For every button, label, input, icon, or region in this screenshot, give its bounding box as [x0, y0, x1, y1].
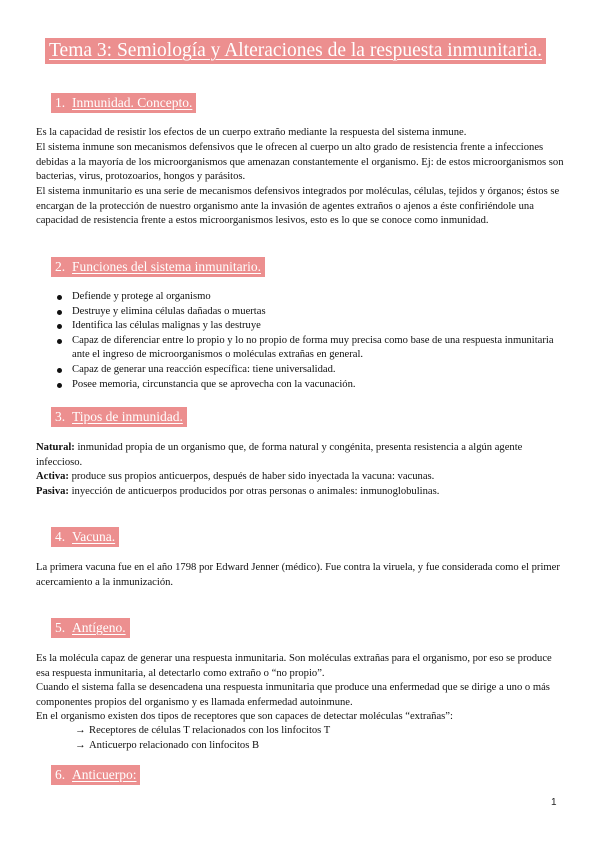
section-heading-antigeno	[51, 618, 130, 638]
section-title: Antígeno.	[72, 620, 126, 635]
section-number: 1.	[55, 95, 66, 110]
immunity-type-activa	[36, 470, 566, 485]
section-title: Anticuerpo:	[72, 767, 137, 782]
section-heading-tipos	[51, 407, 187, 427]
section-number: 5.	[55, 620, 66, 635]
paragraph: Es la capacidad de resistir los efectos de un cuerpo extraño mediante la respuesta del sistema inmune.	[36, 127, 467, 138]
type-text: inyección de anticuerpos producidos por otras personas o animales: inmunoglobulinas.	[68, 486, 440, 497]
type-label: Activa:	[36, 471, 69, 482]
section-heading-inmunidad	[51, 93, 196, 113]
list-item: Posee memoria, circunstancia que se aprovecha con la vacunación.	[36, 378, 556, 393]
section-heading-vacuna	[51, 527, 119, 547]
arrow-right-icon: →	[75, 740, 86, 751]
paragraph: La primera vacuna fue en el año 1798 por Edward Jenner (médico). Fue contra la viruela, y fue considerada como el primer acercamiento a la inmunización.	[36, 562, 560, 588]
section-title: Tipos de inmunidad.	[72, 409, 183, 424]
list-item: Destruye y elimina células dañadas o muertas	[36, 305, 556, 320]
type-text: inmunidad propia de un organismo que, de forma natural y congénita, presenta resistencia a algún agente infeccioso.	[36, 442, 523, 468]
receptor-item	[75, 724, 330, 739]
section-number: 6.	[55, 767, 66, 782]
receptor-text: Receptores de células T relacionados con los linfocitos T	[89, 725, 331, 736]
section-title: Funciones del sistema inmunitario.	[72, 259, 261, 274]
page-number: 1	[551, 797, 557, 808]
section-title: Vacuna.	[72, 529, 116, 544]
paragraph: En el organismo existen dos tipos de receptores que son capaces de detectar moléculas “extrañas”:	[36, 711, 453, 722]
type-label: Natural:	[36, 442, 75, 453]
list-item: Defiende y protege al organismo	[36, 290, 556, 305]
document-title: Tema 3: Semiología y Alteraciones de la respuesta inmunitaria.	[45, 38, 546, 64]
arrow-right-icon: →	[75, 725, 86, 736]
immunity-type-pasiva	[36, 485, 566, 500]
receptor-text: Anticuerpo relacionado con linfocitos B	[89, 740, 260, 751]
type-label: Pasiva:	[36, 486, 69, 497]
section-number: 3.	[55, 409, 66, 424]
list-item: Identifica las células malignas y las destruye	[36, 319, 556, 334]
paragraph: Es la molécula capaz de generar una respuesta inmunitaria. Son moléculas extrañas para el organismo, por eso se produce esa respuesta inmunitaria, al detectarlo como extraño o “no propio”.	[36, 653, 552, 679]
section-heading-anticuerpo	[51, 765, 140, 785]
list-item: Capaz de generar una reacción específica: tiene universalidad.	[36, 363, 556, 378]
section-title: Inmunidad. Concepto.	[72, 95, 193, 110]
functions-list	[36, 290, 556, 392]
immunity-type-natural	[36, 441, 566, 470]
paragraph: El sistema inmunitario es una serie de mecanismos defensivos integrados por moléculas, células, tejidos y órganos; éstos se encargan de la protección de nuestro organismo ante la invasión de agentes extraños o ajenos a éste confiriéndole una capacidad de resistencia frente a estos microorganismos lesivos, esto es lo que se conoce como inmunidad.	[36, 186, 560, 227]
list-item: Capaz de diferenciar entre lo propio y lo no propio de forma muy precisa como base de una respuesta inmunitaria ante el ingreso de microorganismos o moléculas extrañas en general.	[36, 334, 556, 363]
paragraph: Cuando el sistema falla se desencadena una respuesta inmunitaria que produce una enfermedad que se dirige a uno o más componentes propios del organismo y es llamada enfermedad autoinmune.	[36, 682, 550, 708]
paragraph: El sistema inmune son mecanismos defensivos que le ofrecen al cuerpo un alto grado de resistencia frente a infecciones debidas a la mayoría de los microorganismos que amenazan constantemente el organismo. Ej: de estos microorganismos son bacterias, virus, protozoarios, hongos y parásitos.	[36, 142, 564, 183]
type-text: produce sus propios anticuerpos, después de haber sido inyectada la vacuna: vacunas.	[68, 471, 435, 482]
section-number: 4.	[55, 529, 66, 544]
receptor-item	[75, 739, 259, 754]
section-number: 2.	[55, 259, 66, 274]
section-heading-funciones	[51, 257, 265, 277]
